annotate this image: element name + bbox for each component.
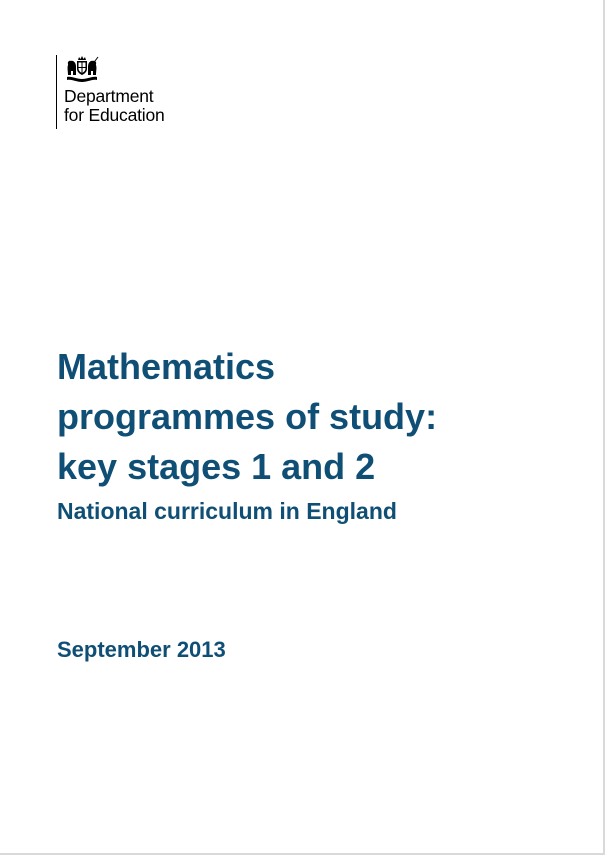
department-name-line1: Department <box>64 86 154 106</box>
department-logo <box>56 55 165 129</box>
publication-date: September 2013 <box>57 637 226 662</box>
document-title-line3: key stages 1 and 2 <box>57 446 376 487</box>
document-title <box>57 342 577 492</box>
document-subtitle: National curriculum in England <box>57 498 397 524</box>
document-title-line2: programmes of study: <box>57 396 438 437</box>
department-name <box>64 87 165 125</box>
royal-coat-of-arms-icon <box>64 55 100 83</box>
department-name-line2: for Education <box>64 105 165 125</box>
document-title-line1: Mathematics <box>57 346 276 387</box>
